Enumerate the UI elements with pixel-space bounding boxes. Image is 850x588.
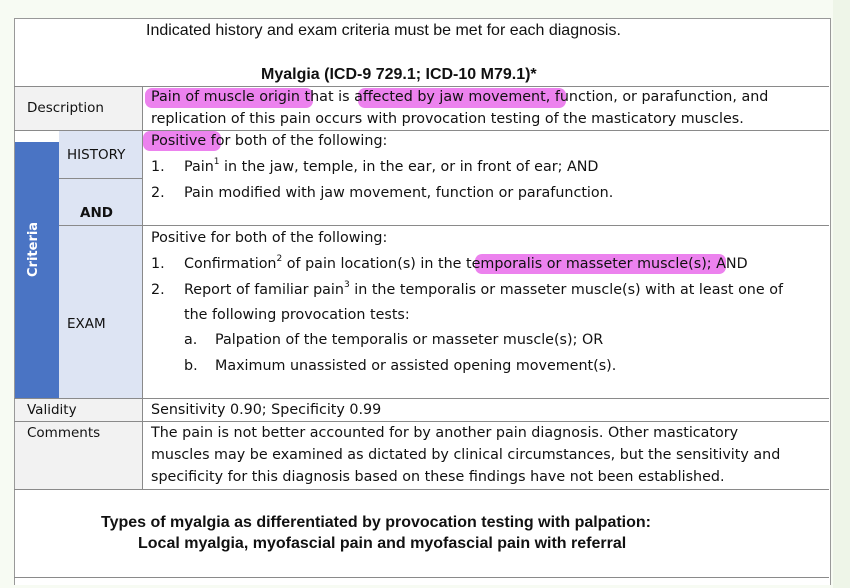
divider — [59, 225, 142, 226]
exam-item-1-num: 1. — [151, 256, 165, 272]
description-text-line2: replication of this pain occurs with provocation testing of the masticatory muscles. — [151, 111, 744, 127]
and-label: AND — [80, 205, 113, 221]
footer-line2: Local myalgia, myofascial pain and myofascial pain with referral — [138, 535, 627, 552]
exam-sub-a-letter: a. — [184, 332, 198, 348]
exam-sub-a-text: Palpation of the temporalis or masseter muscle(s); OR — [215, 332, 604, 348]
description-label: Description — [27, 100, 104, 116]
divider — [59, 178, 142, 179]
divider — [59, 225, 829, 226]
exam-item-2-text: Report of familiar pain$^3$ in the temporalis or masseter muscle(s) with at least one of — [184, 280, 783, 298]
header-line: Indicated history and exam criteria must be met for each diagnosis. — [146, 22, 621, 39]
exam-item-2-num: 2. — [151, 282, 165, 298]
history-label: HISTORY — [67, 147, 126, 163]
exam-item-1-text: Confirmation$^2$ of pain location(s) in the temporalis or masseter muscle(s); AND — [184, 254, 748, 272]
history-intro: Positive for both of the following: — [151, 133, 388, 149]
comments-line: The pain is not better accounted for by another pain diagnosis. Other masticatory — [151, 425, 739, 441]
history-item-1-text: Pain$^1$ in the jaw, temple, in the ear, or in front of ear; AND — [184, 157, 599, 175]
page-title: Myalgia (ICD-9 729.1; ICD-10 M79.1)* — [261, 66, 537, 83]
comments-label: Comments — [27, 425, 101, 441]
comments-line: specificity for this diagnosis based on these findings have not been established. — [151, 469, 725, 485]
exam-intro: Positive for both of the following: — [151, 230, 388, 246]
page-margin — [833, 0, 850, 588]
footer-line1: Types of myalgia as differentiated by provocation testing with palpation: — [101, 514, 651, 531]
exam-item-2-cont: the following provocation tests: — [184, 307, 410, 323]
history-item-2-text: Pain modified with jaw movement, function or parafunction. — [184, 185, 614, 201]
divider — [14, 577, 829, 578]
criteria-label: Criteria — [26, 221, 41, 277]
criteria-subcolumn — [59, 131, 142, 398]
validity-text: Sensitivity 0.90; Specificity 0.99 — [151, 402, 382, 418]
divider — [14, 489, 829, 490]
history-item-1: 1. — [151, 159, 165, 175]
exam-sub-b-letter: b. — [184, 358, 198, 374]
exam-label: EXAM — [67, 316, 106, 332]
history-item-2: 2. — [151, 185, 165, 201]
exam-sub-b-text: Maximum unassisted or assisted opening movement(s). — [215, 358, 617, 374]
validity-label: Validity — [27, 402, 77, 418]
description-text-line1: Pain of muscle origin that is affected by jaw movement, function, or parafunction, and — [151, 89, 769, 105]
comments-line: muscles may be examined as dictated by clinical circumstances, but the sensitivity and — [151, 447, 781, 463]
